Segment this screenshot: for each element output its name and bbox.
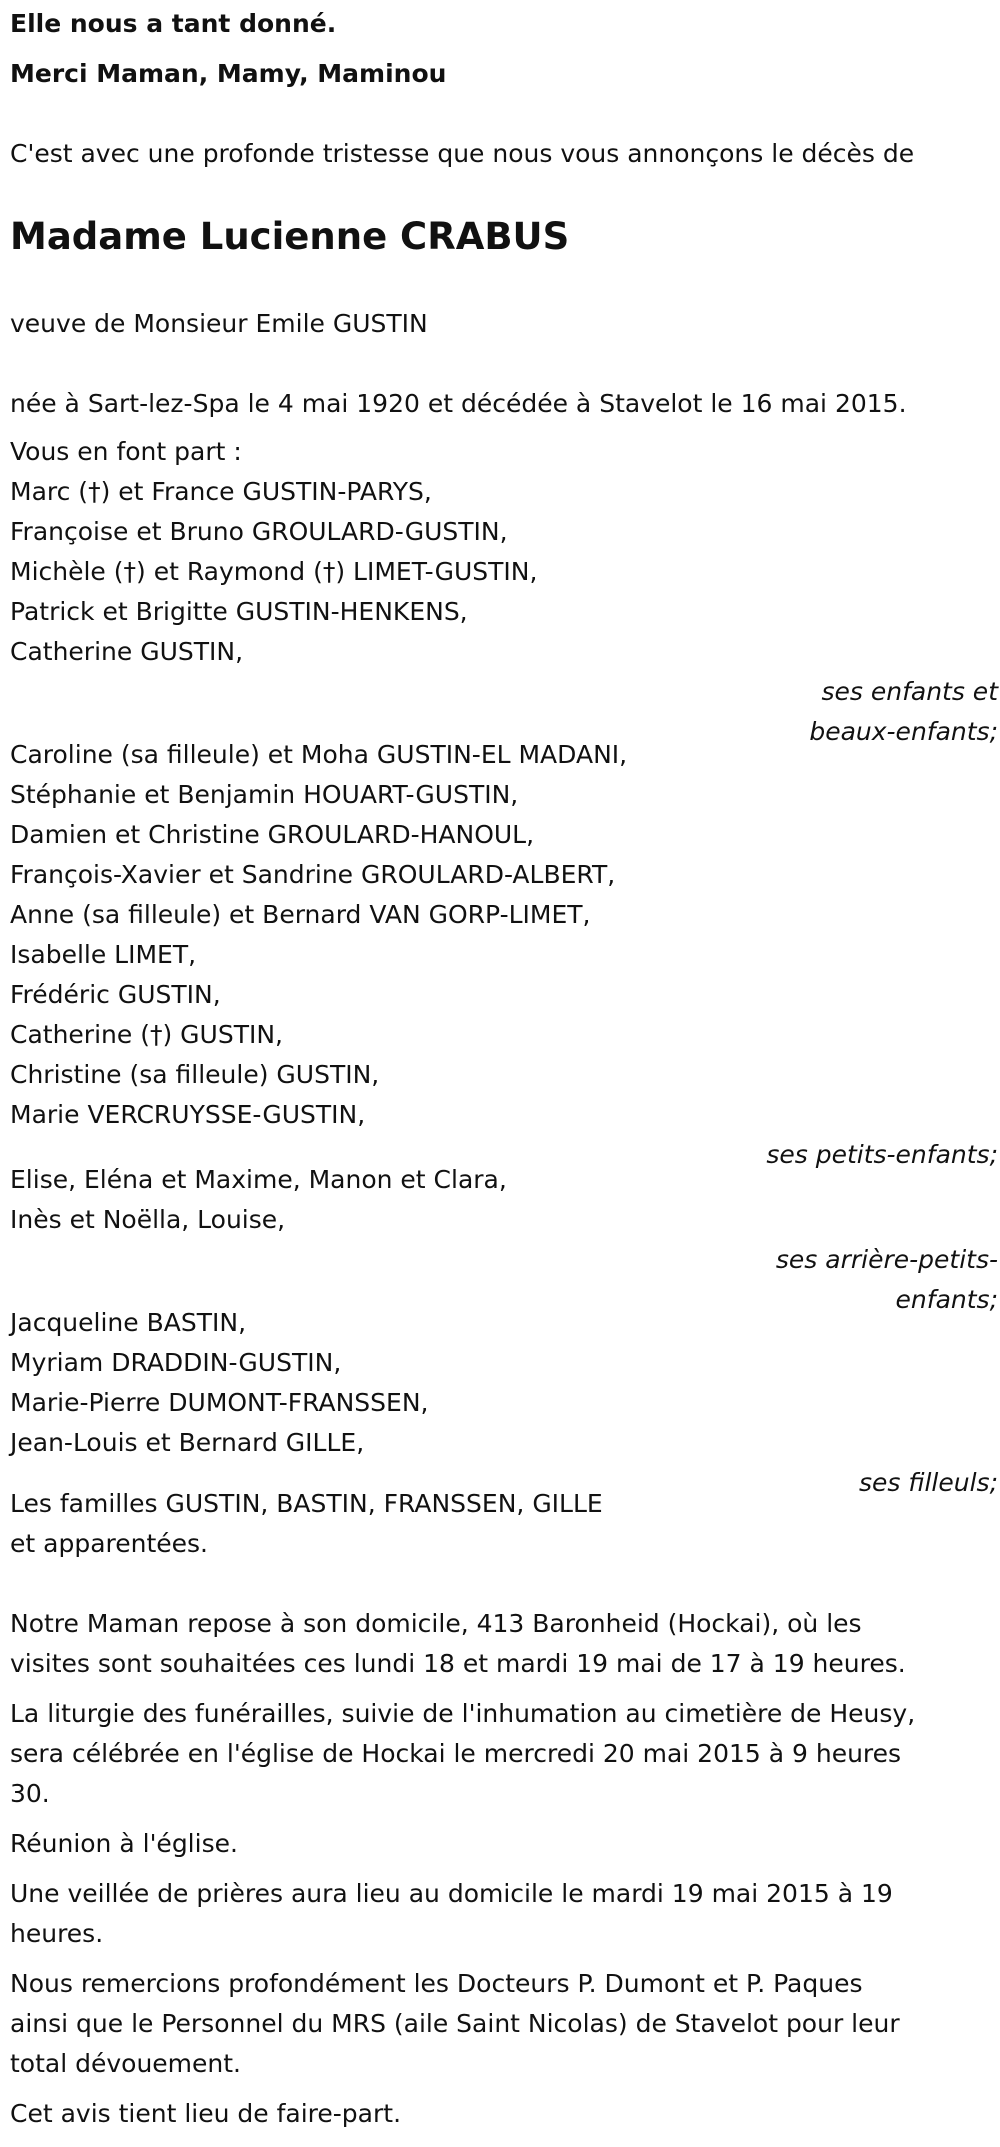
deceased-name: Madame Lucienne CRABUS [10,215,570,258]
liturgy-paragraph [10,1694,995,1814]
grandchild-name: Stéphanie et Benjamin HOUART-GUSTIN, [10,780,519,809]
paragraph-line: heures. [10,1919,104,1948]
great-grandchildren-section [10,1160,998,1320]
child-name: Catherine GUSTIN, [10,637,244,666]
header-line-2: Merci Maman, Mamy, Maminou [10,59,447,88]
child-name: Marc (†) et France GUSTIN-PARYS, [10,477,432,506]
grandchild-name: François-Xavier et Sandrine GROULARD-ALBERT, [10,860,616,889]
meeting-paragraph [10,1824,995,1864]
paragraph-line: Une veillée de prières aura lieu au domicile le mardi 19 mai 2015 à 19 [10,1879,893,1908]
paragraph-line: ainsi que le Personnel du MRS (aile Saint Nicolas) de Stavelot pour leur [10,2009,900,2038]
great-grandchild-names: Inès et Noëlla, Louise, [10,1205,286,1234]
grandchild-name: Frédéric GUSTIN, [10,980,221,1009]
paragraph-line: Notre Maman repose à son domicile, 413 Baronheid (Hockai), où les [10,1609,862,1638]
rest-paragraph [10,1604,995,1684]
announce-label: Vous en font part : [10,437,242,466]
grandchild-name: Catherine (†) GUSTIN, [10,1020,283,1049]
relation-godchildren: ses filleuls; [858,1468,998,1497]
paragraph-line: total dévouement. [10,2049,242,2078]
families-line: et apparentées. [10,1529,208,1558]
paragraph-line: Cet avis tient lieu de faire-part. [10,2099,402,2128]
child-name: Françoise et Bruno GROULARD-GUSTIN, [10,517,508,546]
grandchildren-section [10,735,998,1175]
paragraph-line: Réunion à l'église. [10,1829,238,1858]
thanks-paragraph [10,1964,995,2084]
child-name: Patrick et Brigitte GUSTIN-HENKENS, [10,597,468,626]
grandchild-name: Isabelle LIMET, [10,940,197,969]
godchild-name: Jean-Louis et Bernard GILLE, [10,1428,365,1457]
relation-great-grandchildren: ses arrière-petits- [775,1245,998,1274]
paragraph-line: La liturgie des funérailles, suivie de l'inhumation au cimetière de Heusy, [10,1699,916,1728]
relation-great-grandchildren: enfants; [895,1285,998,1314]
paragraph-line: Nous remercions profondément les Docteurs P. Dumont et P. Paques [10,1969,863,1998]
grandchild-name: Marie VERCRUYSSE-GUSTIN, [10,1100,366,1129]
relation-grandchildren: ses petits-enfants; [766,1140,998,1169]
header-line-1: Elle nous a tant donné. [10,9,337,38]
godchild-name: Jacqueline BASTIN, [10,1308,247,1337]
closing-paragraph [10,2094,995,2134]
godchildren-section [10,1303,998,1503]
paragraph-line: 30. [10,1779,50,1808]
vigil-paragraph [10,1874,995,1954]
intro-text: C'est avec une profonde tristesse que nous vous annonçons le décès de [10,139,915,168]
godchild-name: Marie-Pierre DUMONT-FRANSSEN, [10,1388,429,1417]
grandchild-name: Anne (sa filleule) et Bernard VAN GORP-LIMET, [10,900,591,929]
paragraph-line: sera célébrée en l'église de Hockai le mercredi 20 mai 2015 à 9 heures [10,1739,902,1768]
grandchild-name: Christine (sa filleule) GUSTIN, [10,1060,380,1089]
widow-of: veuve de Monsieur Emile GUSTIN [10,309,428,338]
families-section [10,1484,990,1564]
children-section [10,432,998,752]
relation-children: beaux-enfants; [809,717,998,746]
born-died: née à Sart-lez-Spa le 4 mai 1920 et décédée à Stavelot le 16 mai 2015. [10,389,907,418]
families-line: Les familles GUSTIN, BASTIN, FRANSSEN, GILLE [10,1489,603,1518]
grandchild-name: Caroline (sa filleule) et Moha GUSTIN-EL MADANI, [10,740,628,769]
relation-children: ses enfants et [821,677,998,706]
paragraph-line: visites sont souhaitées ces lundi 18 et mardi 19 mai de 17 à 19 heures. [10,1649,906,1678]
godchild-name: Myriam DRADDIN-GUSTIN, [10,1348,342,1377]
grandchild-name: Damien et Christine GROULARD-HANOUL, [10,820,535,849]
great-grandchild-names: Elise, Eléna et Maxime, Manon et Clara, [10,1165,507,1194]
child-name: Michèle (†) et Raymond (†) LIMET-GUSTIN, [10,557,538,586]
